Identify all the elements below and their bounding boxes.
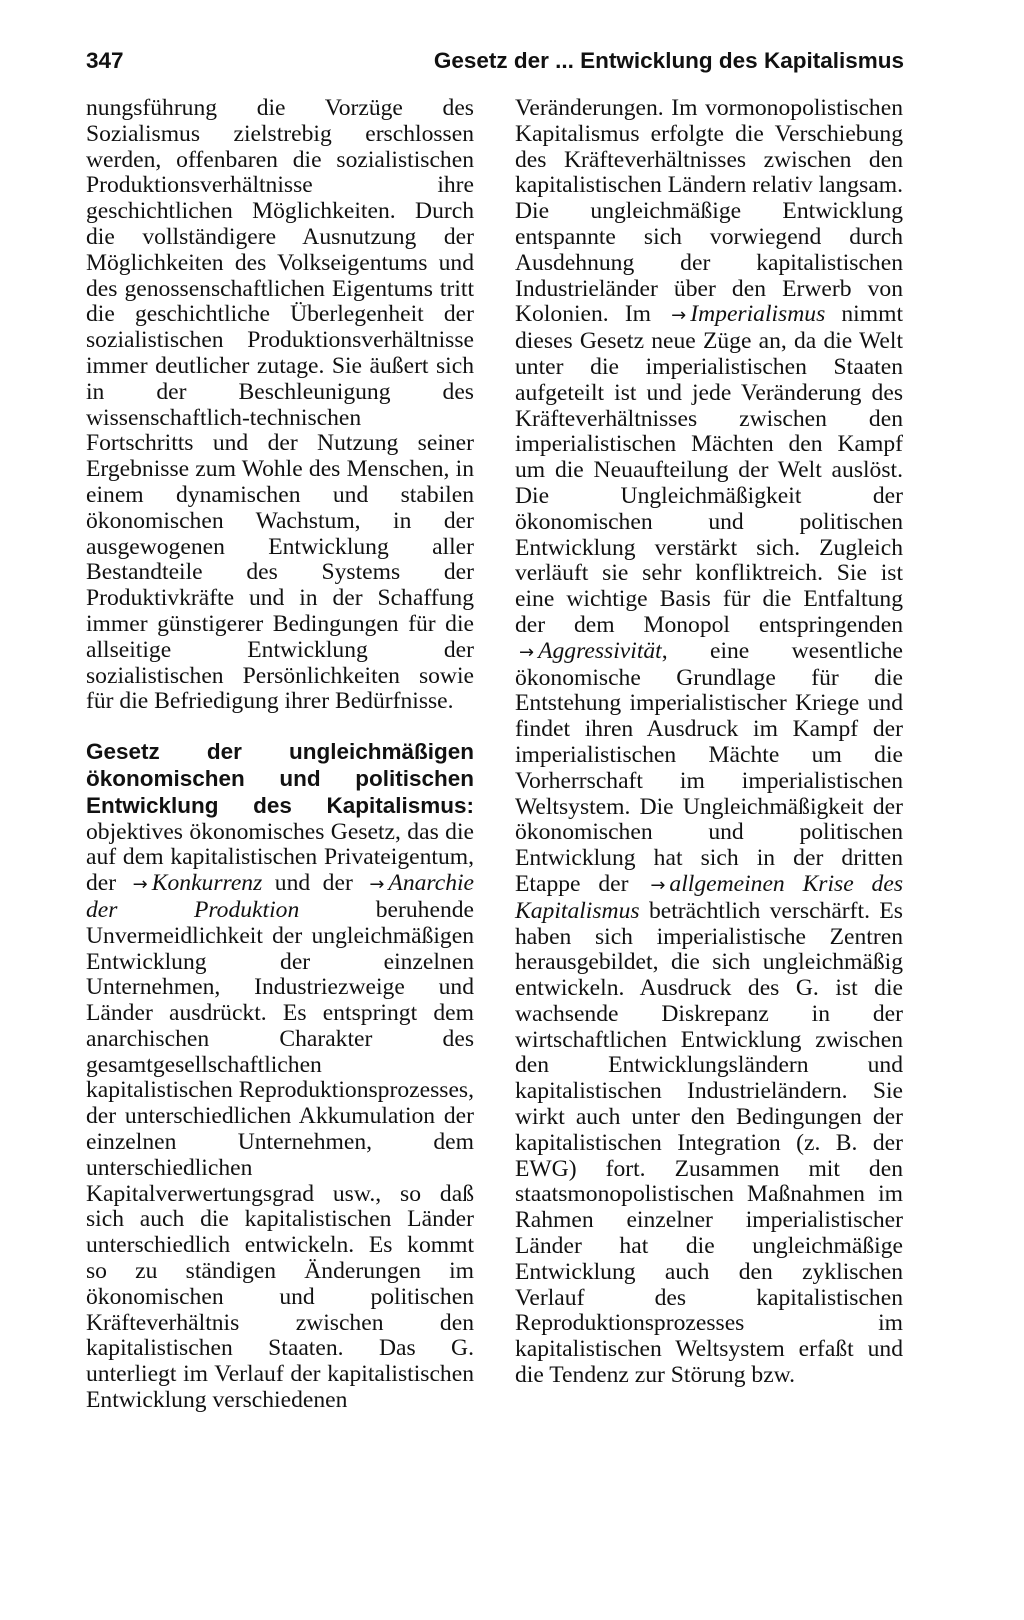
cross-reference-link[interactable]: allgemeinen Krise des Kapitalismus	[515, 870, 903, 924]
entry-text: beruhende Unvermeidlichkeit der ungleichmäßigen Entwicklung der einzelnen Unternehmen, Industriezweige und Länder ausdrückt. Es entspringt dem anarchischen Charakter des gesamtgesellschaftlichen kapitalistischen Reproduktionsprozesses, der unterschiedlichen Akkumulation der einzelnen Unternehmen, dem unterschiedlichen Kapitalverwertungsgrad usw., so daß sich auch die kapitalistischen Länder unterschiedlich entwickeln. Es kommt so zu ständigen Änderungen im ökonomischen und politischen Kräfteverhältnis zwischen den kapitalistischen Staaten. Das G. unterliegt im Verlauf der kapitalistischen Entwicklung verschiedenen	[86, 896, 475, 1414]
cross-reference-link[interactable]: Imperialismus	[690, 301, 826, 328]
entry-text: , eine wesentliche ökonomische Grundlage für die Entstehung imperialistischer Kriege und findet ihren Ausdruck im Kampf der imperialistischen Mächte um die Vorherrschaft im imperialistischen Weltsystem. Die Ungleichmäßigkeit der ökonomischen und politischen Entwicklung hat sich in der dritten Etappe der	[515, 637, 903, 897]
cross-reference-arrow-icon: →	[369, 874, 385, 896]
cross-reference-link[interactable]: Aggressivität	[538, 637, 662, 664]
running-head: Gesetz der ... Entwicklung des Kapitalismus	[433, 48, 904, 73]
cross-reference-link[interactable]: Anarchie der Produktion	[86, 870, 475, 923]
cross-reference-link[interactable]: Konkurrenz	[151, 870, 263, 897]
cross-reference-arrow-icon: →	[519, 641, 535, 663]
dictionary-entry	[86, 739, 474, 1414]
page-number: 347	[86, 48, 124, 73]
left-column	[86, 96, 474, 1414]
entry-text: objektives ökonomisches Gesetz, das die auf dem kapitalistischen Privateigentum, der	[86, 818, 474, 897]
cross-reference-arrow-icon: →	[650, 874, 666, 896]
page-header	[86, 44, 904, 78]
entry-text: nimmt dieses Gesetz neue Züge an, da die Welt unter die imperialistischen Staaten aufgeteilt ist und jede Veränderung des Kräfteverhältnisses zwischen den imperialistischen Mächten den Kampf um die Neuaufteilung der Welt auslöst. Die Ungleichmäßigkeit der ökonomischen und politischen Entwicklung verstärkt sich. Zugleich verläuft sie sehr konfliktreich. Sie ist eine wichtige Basis für die Entfaltung der dem Monopol entspringenden	[515, 301, 903, 638]
entry-headword: Gesetz der ungleichmäßigen ökonomischen und politischen Entwicklung des Kapitalismus:	[86, 739, 474, 818]
continuation-paragraph: nungsführung die Vorzüge des Sozialismus zielstrebig erschlossen werden, offenbaren die sozialistischen Produktionsverhältnisse ihre geschichtlichen Möglichkeiten. Durch die vollständigere Ausnutzung der Möglichkeiten des Volkseigentums und des genossenschaftlichen Eigentums tritt die geschichtliche Überlegenheit der sozialistischen Produktionsverhältnisse immer deutlicher zutage. Sie äußert sich in der Beschleunigung des wissenschaftlich-technischen Fortschritts und der Nutzung seiner Ergebnisse zum Wohle des Menschen, in einem dynamischen und stabilen ökonomischen Wachstum, in der ausgewogenen Entwicklung aller Bestandteile des Systems der Produktivkräfte und in der Schaffung immer günstigerer Bedingungen für die allseitige Entwicklung der sozialistischen Persönlichkeiten sowie für die Befriedigung ihrer Bedürfnisse.	[86, 95, 474, 715]
entry-text: und der	[262, 870, 366, 897]
entry-text: beträchtlich verschärft. Es haben sich imperialistische Zentren herausgebildet, die sich ungleichmäßig entwickeln. Ausdruck des G. ist die wachsende Diskrepanz in der wirtschaftlichen Entwicklung zwischen den Entwicklungsländern und kapitalistischen Industrieländern. Sie wirkt auch unter den Bedingungen der kapitalistischen Integration (z. B. der EWG) fort. Zusammen mit den staatsmonopolistischen Maßnahmen im Rahmen einzelner imperialistischer Länder hat die ungleichmäßige Entwicklung auch den zyklischen Verlauf des kapitalistischen Reproduktionsprozesses im kapitalistischen Weltsystem erfaßt und die Tendenz zur Störung bzw.	[515, 897, 903, 1389]
cross-reference-arrow-icon: →	[671, 305, 687, 327]
right-column	[515, 96, 903, 1389]
cross-reference-arrow-icon: →	[132, 874, 148, 896]
entry-text: Veränderungen. Im vormonopolistischen Kapitalismus erfolgte die Verschiebung des Kräfteverhältnisses zwischen den kapitalistischen Ländern relativ langsam. Die ungleichmäßige Entwicklung entspannte sich vorwiegend durch Ausdehnung der kapitalistischen Industrieländer über den Erwerb von Kolonien. Im	[515, 95, 903, 328]
entry-continuation	[515, 96, 903, 1389]
